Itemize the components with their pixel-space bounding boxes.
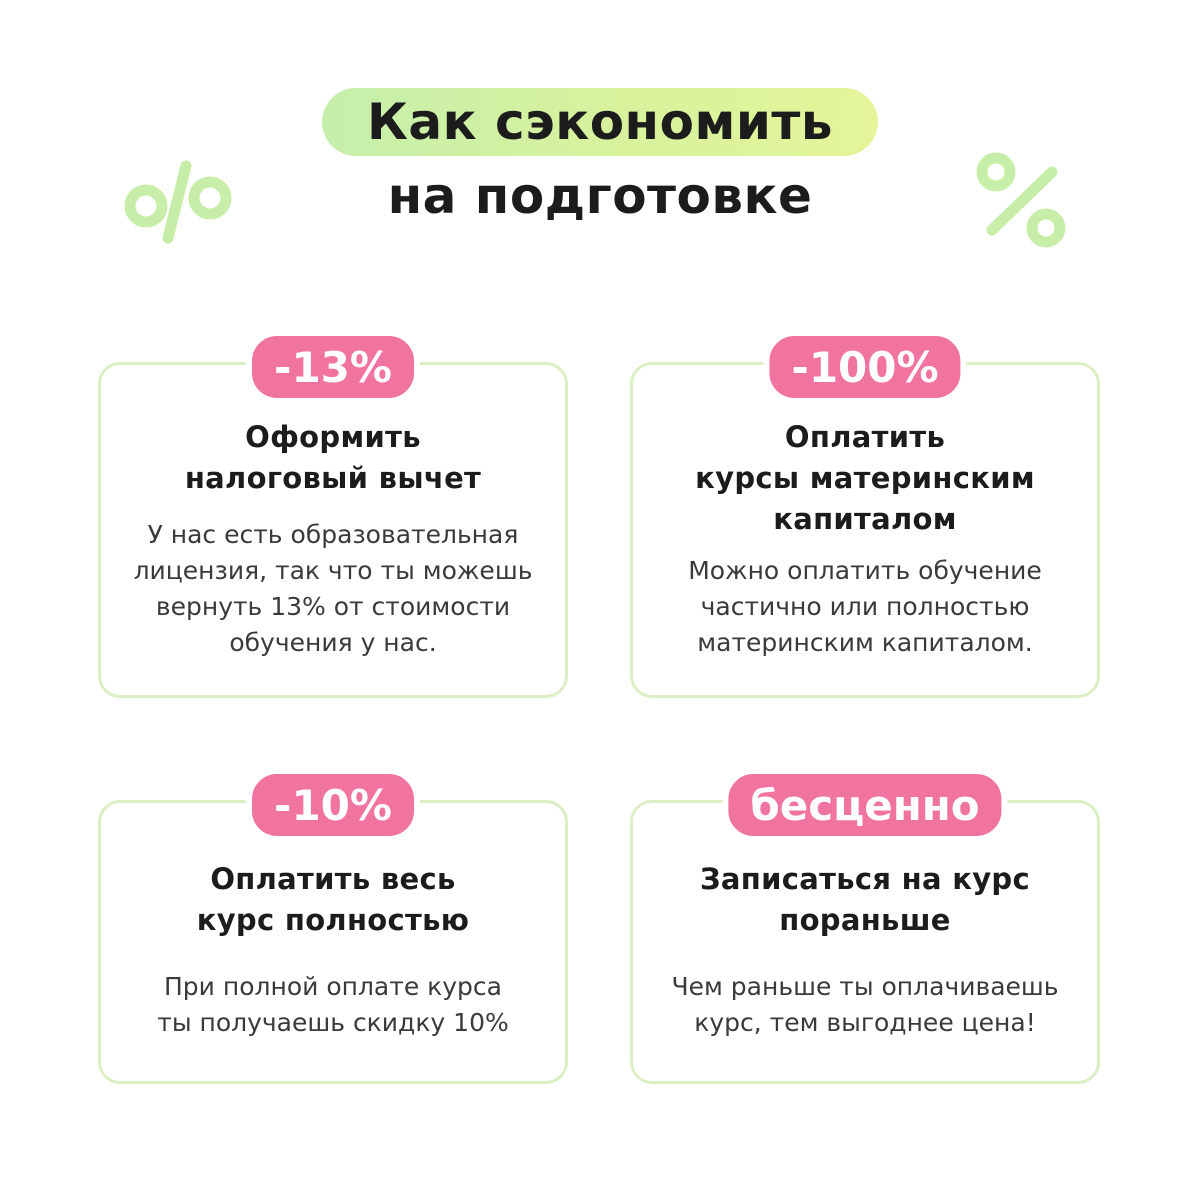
card-tax-deduction: [98, 342, 568, 698]
card-description: При полной оплате курса ты получаешь скидку 10%: [157, 972, 509, 1037]
card-full-payment: [98, 780, 568, 1084]
card-title: Записаться на курс пораньше: [700, 862, 1030, 937]
page-title-line-1: Как сэкономить: [322, 88, 878, 156]
card-title: Оплатить курсы материнским капиталом: [695, 420, 1035, 536]
card-description: Чем раньше ты оплачиваешь курс, тем выгоднее цена!: [671, 972, 1059, 1037]
card-maternity-capital: [630, 342, 1100, 698]
card-description: Можно оплатить обучение частично или полностью материнским капиталом.: [688, 556, 1042, 657]
card-title: Оплатить весь курс полностью: [196, 862, 470, 937]
discount-badge: -100%: [763, 330, 966, 404]
card-early-enrollment: [630, 780, 1100, 1084]
discount-badge: -10%: [246, 768, 420, 842]
percent-icon: [118, 160, 238, 245]
discount-badge: -13%: [246, 330, 420, 404]
page-title-line-2: на подготовке: [387, 167, 813, 225]
discount-badge: бесценно: [722, 768, 1007, 842]
card-title: Оформить налоговый вычет: [184, 420, 482, 495]
percent-icon: [972, 150, 1072, 255]
card-description: У нас есть образовательная лицензия, так что ты можешь вернуть 13% от стоимости обучения у нас.: [133, 520, 533, 657]
